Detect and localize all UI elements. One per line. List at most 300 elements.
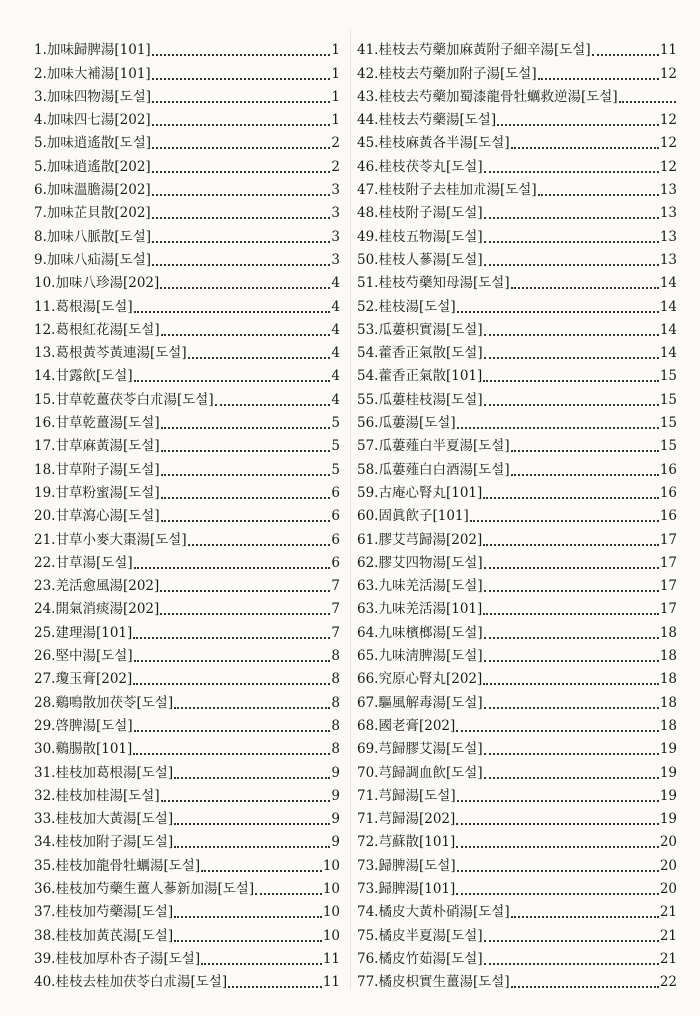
dot-leader: [161, 334, 331, 336]
dot-leader: [152, 78, 331, 80]
toc-entry[interactable]: [357, 782, 677, 805]
toc-entry[interactable]: [34, 362, 340, 385]
toc-entry-page-number: 8: [331, 741, 340, 758]
toc-entry-page-number: 18: [659, 648, 677, 665]
toc-entry-page-number: 17: [659, 601, 677, 618]
toc-entry-page-number: 14: [659, 321, 677, 338]
toc-entry-page-number: 9: [331, 811, 340, 828]
toc-entry[interactable]: [34, 758, 340, 781]
toc-entry-page-number: 18: [659, 671, 677, 688]
dot-leader: [483, 613, 659, 615]
toc-entry-title: 24.開氣消痰湯[202]: [34, 601, 160, 618]
toc-entry-page-number: 18: [659, 694, 677, 711]
toc-entry[interactable]: [34, 502, 340, 525]
toc-entry-page-number: 10: [322, 857, 340, 874]
toc-entry[interactable]: [357, 316, 677, 339]
toc-entry-title: 63.九味羌活湯[101]: [357, 601, 483, 618]
toc-entry-page-number: 7: [331, 624, 340, 641]
toc-entry-title: 35.桂枝加龍骨牡蠣湯[도설]: [34, 857, 201, 874]
toc-entry[interactable]: [34, 735, 340, 758]
toc-entry-title: 61.膠艾芎歸湯[202]: [357, 531, 483, 548]
toc-entry[interactable]: [34, 479, 340, 502]
dot-leader: [152, 171, 331, 173]
toc-entry-title: 5.加味逍遙散[도설]: [34, 135, 151, 152]
toc-entry[interactable]: [357, 106, 677, 129]
toc-entry-page-number: 10: [322, 904, 340, 921]
toc-entry[interactable]: [34, 945, 340, 968]
toc-entry-title: 63.九味羌活湯[도설]: [357, 578, 483, 595]
toc-entry-title: 48.桂枝附子湯[도설]: [357, 205, 483, 222]
toc-entry-title: 54.藿香正氣散[101]: [357, 368, 483, 385]
toc-entry[interactable]: [34, 455, 340, 478]
toc-entry-page-number: 1: [331, 42, 340, 59]
toc-entry[interactable]: [357, 59, 677, 82]
toc-entry[interactable]: [34, 665, 340, 688]
toc-entry-title: 75.橘皮半夏湯[도설]: [357, 927, 483, 944]
toc-entry-title: 66.究原心腎丸[202]: [357, 671, 483, 688]
dot-leader: [174, 777, 330, 779]
toc-entry-page-number: 4: [331, 275, 340, 292]
toc-entry-title: 43.桂枝去芍藥加蜀漆龍骨牡蠣救逆湯[도설]: [357, 88, 618, 105]
dot-leader: [152, 241, 330, 243]
dot-leader: [484, 707, 659, 709]
toc-entry-page-number: 3: [331, 251, 340, 268]
dot-leader: [457, 870, 659, 872]
dot-leader: [160, 613, 330, 615]
dot-leader: [228, 986, 322, 988]
toc-entry-title: 14.甘露飮[도설]: [34, 368, 133, 385]
toc-entry-page-number: 4: [331, 298, 340, 315]
dot-leader: [161, 474, 331, 476]
dot-leader: [484, 777, 659, 779]
toc-entry-page-number: 8: [331, 648, 340, 665]
toc-entry[interactable]: [357, 851, 677, 874]
toc-entry-page-number: 4: [331, 391, 340, 408]
toc-entry-page-number: 22: [659, 974, 677, 991]
toc-entry-page-number: 21: [659, 927, 677, 944]
toc-entry[interactable]: [34, 269, 340, 292]
dot-leader: [484, 567, 659, 569]
toc-entry[interactable]: [34, 176, 340, 199]
toc-entry-page-number: 10: [322, 927, 340, 944]
dot-leader: [201, 870, 322, 872]
toc-entry-page-number: 17: [659, 578, 677, 595]
toc-entry-title: 31.桂枝加葛根湯[도설]: [34, 764, 174, 781]
toc-entry-title: 68.國老膏[202]: [357, 717, 456, 734]
dot-leader: [161, 450, 331, 452]
toc-entry-page-number: 13: [659, 205, 677, 222]
toc-entry[interactable]: [357, 502, 677, 525]
toc-entry[interactable]: [34, 385, 340, 408]
toc-entry-page-number: 4: [331, 345, 340, 362]
toc-entry-title: 13.葛根黃芩黃連湯[도설]: [34, 345, 187, 362]
toc-entry-title: 42.桂枝去芍藥加附子湯[도설]: [357, 65, 537, 82]
dot-leader: [134, 311, 331, 313]
toc-entry-title: 32.桂枝加桂湯[도설]: [34, 787, 160, 804]
toc-entry-page-number: 13: [659, 251, 677, 268]
toc-entry[interactable]: [357, 36, 677, 59]
dot-leader: [456, 846, 659, 848]
dot-leader: [215, 404, 331, 406]
toc-entry[interactable]: [34, 83, 340, 106]
toc-entry-page-number: 8: [331, 717, 340, 734]
dot-leader: [483, 380, 659, 382]
toc-entry[interactable]: [34, 688, 340, 711]
toc-entry-title: 17.甘草麻黃湯[도설]: [34, 438, 160, 455]
dot-leader: [174, 823, 330, 825]
toc-entry-page-number: 13: [659, 182, 677, 199]
toc-entry-title: 47.桂枝附子去桂加朮湯[도설]: [357, 182, 537, 199]
toc-entry-page-number: 19: [659, 741, 677, 758]
toc-entry[interactable]: [34, 642, 340, 665]
toc-entry-title: 18.甘草附子湯[도설]: [34, 461, 160, 478]
toc-entry-title: 50.桂枝人蔘湯[도설]: [357, 251, 483, 268]
toc-entry-page-number: 6: [331, 531, 340, 548]
toc-entry[interactable]: [357, 968, 677, 991]
toc-entry-page-number: 2: [331, 158, 340, 175]
dot-leader: [456, 893, 659, 895]
toc-entry[interactable]: [357, 572, 677, 595]
toc-entry-title: 73.歸脾湯[도설]: [357, 857, 456, 874]
toc-entry[interactable]: [34, 525, 340, 548]
dot-leader: [484, 171, 659, 173]
toc-entry-title: 25.建理湯[101]: [34, 624, 133, 641]
dot-leader: [133, 753, 330, 755]
toc-entry-page-number: 12: [659, 65, 677, 82]
toc-entry[interactable]: [357, 898, 677, 921]
dot-leader: [134, 567, 331, 569]
toc-entry-title: 36.桂枝加芍藥生薑人蔘新加湯[도설]: [34, 880, 255, 897]
toc-entry-page-number: 14: [659, 275, 677, 292]
toc-entry[interactable]: [34, 129, 340, 152]
toc-entry[interactable]: [357, 712, 677, 735]
toc-entry-title: 71.芎歸湯[도설]: [357, 787, 456, 804]
toc-entry[interactable]: [357, 525, 677, 548]
dot-leader: [456, 823, 659, 825]
toc-entry[interactable]: [34, 782, 340, 805]
dot-leader: [484, 753, 659, 755]
toc-entry[interactable]: [357, 805, 677, 828]
toc-entry-title: 27.瓊玉膏[202]: [34, 671, 133, 688]
toc-entry-title: 71.芎歸湯[202]: [357, 811, 456, 828]
dot-leader: [152, 54, 331, 56]
toc-entry-title: 15.甘草乾薑茯苓白朮湯[도설]: [34, 391, 214, 408]
toc-entry-page-number: 15: [659, 438, 677, 455]
toc-entry-page-number: 5: [331, 438, 340, 455]
dot-leader: [497, 124, 659, 126]
dot-leader: [483, 683, 659, 685]
dot-leader: [152, 264, 330, 266]
toc-entry[interactable]: [357, 362, 677, 385]
toc-entry-title: 44.桂枝去芍藥湯[도설]: [357, 112, 497, 129]
toc-entry-title: 34.桂枝加附子湯[도설]: [34, 834, 174, 851]
toc-entry-page-number: 6: [331, 554, 340, 571]
dot-leader: [152, 147, 330, 149]
toc-entry[interactable]: [357, 246, 677, 269]
toc-entry-title: 8.加味八脈散[도설]: [34, 228, 151, 245]
toc-entry-page-number: 16: [659, 508, 677, 525]
toc-entry-title: 37.桂枝加芍藥湯[도설]: [34, 904, 174, 921]
toc-entry-title: 1.加味歸脾湯[101]: [34, 42, 151, 59]
toc-entry[interactable]: [357, 176, 677, 199]
toc-entry[interactable]: [34, 316, 340, 339]
toc-entry-title: 4.加味四七湯[202]: [34, 112, 151, 129]
dot-leader: [134, 660, 331, 662]
toc-entry[interactable]: [34, 618, 340, 641]
toc-entry-page-number: 12: [659, 112, 677, 129]
toc-entry-title: 58.瓜蔞薤白白酒湯[도설]: [357, 461, 510, 478]
toc-entry-title: 20.甘草瀉心湯[도설]: [34, 508, 160, 525]
toc-entry-page-number: 12: [659, 135, 677, 152]
dot-leader: [511, 287, 659, 289]
toc-entry-page-number: 1: [331, 65, 340, 82]
dot-leader: [511, 147, 659, 149]
toc-entry-title: 77.橘皮枳實生薑湯[도설]: [357, 974, 510, 991]
toc-entry-page-number: 10: [322, 880, 340, 897]
dot-leader: [133, 637, 330, 639]
dot-leader: [188, 544, 331, 546]
dot-leader: [484, 404, 659, 406]
toc-entry[interactable]: [357, 199, 677, 222]
dot-leader: [152, 217, 331, 219]
dot-leader: [160, 590, 330, 592]
toc-entry-page-number: 1: [331, 88, 340, 105]
toc-entry-title: 53.瓜蔞枳實湯[도설]: [357, 321, 483, 338]
dot-leader: [484, 357, 659, 359]
toc-entry-title: 30.鷄腸散[101]: [34, 741, 133, 758]
toc-entry[interactable]: [34, 222, 340, 245]
dot-leader: [592, 54, 659, 56]
toc-entry-title: 64.九味檳榔湯[도설]: [357, 624, 483, 641]
toc-entry-title: 9.加味八疝湯[도설]: [34, 251, 151, 268]
toc-entry-page-number: 14: [659, 298, 677, 315]
toc-entry-title: 3.加味四物湯[도설]: [34, 88, 151, 105]
toc-entry-page-number: 11: [322, 974, 340, 991]
toc-entry[interactable]: [34, 549, 340, 572]
dot-leader: [483, 497, 659, 499]
dot-leader: [255, 893, 322, 895]
toc-entry[interactable]: [357, 432, 677, 455]
dot-leader: [470, 520, 659, 522]
toc-entry-page-number: 3: [331, 205, 340, 222]
dot-leader: [188, 357, 331, 359]
toc-entry[interactable]: [357, 618, 677, 641]
toc-entry[interactable]: [34, 572, 340, 595]
toc-column-right: [357, 36, 677, 991]
toc-entry[interactable]: [357, 152, 677, 175]
toc-entry-title: 73.歸脾湯[101]: [357, 880, 456, 897]
dot-leader: [133, 683, 330, 685]
toc-entry-title: 29.啓脾湯[도설]: [34, 717, 133, 734]
toc-entry[interactable]: [357, 409, 677, 432]
toc-entry[interactable]: [357, 129, 677, 152]
toc-entry-title: 72.芎蘇散[101]: [357, 834, 456, 851]
toc-entry-page-number: 12: [659, 158, 677, 175]
toc-entry-title: 45.桂枝麻黃各半湯[도설]: [357, 135, 510, 152]
toc-entry[interactable]: [34, 851, 340, 874]
toc-entry-page-number: 20: [659, 857, 677, 874]
toc-entry[interactable]: [34, 199, 340, 222]
toc-entry-page-number: 13: [659, 228, 677, 245]
toc-entry[interactable]: [34, 805, 340, 828]
toc-entry[interactable]: [34, 712, 340, 735]
toc-entry[interactable]: [357, 735, 677, 758]
toc-entry-page-number: 5: [331, 461, 340, 478]
toc-entry-page-number: 8: [331, 671, 340, 688]
toc-entry[interactable]: [357, 479, 677, 502]
dot-leader: [161, 520, 331, 522]
toc-entry-page-number: 6: [331, 508, 340, 525]
toc-entry[interactable]: [34, 898, 340, 921]
dot-leader: [152, 194, 331, 196]
toc-entry-page-number: 17: [659, 531, 677, 548]
toc-entry[interactable]: [357, 665, 677, 688]
toc-entry-title: 12.葛根紅花湯[도설]: [34, 321, 160, 338]
toc-entry[interactable]: [357, 269, 677, 292]
toc-entry[interactable]: [357, 292, 677, 315]
toc-entry-title: 52.桂枝湯[도설]: [357, 298, 456, 315]
toc-entry[interactable]: [34, 292, 340, 315]
toc-entry[interactable]: [357, 875, 677, 898]
toc-entry[interactable]: [357, 758, 677, 781]
dot-leader: [174, 916, 322, 918]
toc-entry-page-number: 20: [659, 880, 677, 897]
toc-entry-page-number: 9: [331, 834, 340, 851]
toc-entry[interactable]: [34, 595, 340, 618]
dot-leader: [484, 590, 659, 592]
toc-entry[interactable]: [34, 968, 340, 991]
toc-entry-title: 19.甘草粉蜜湯[도설]: [34, 484, 160, 501]
dot-leader: [134, 730, 331, 732]
dot-leader: [161, 497, 331, 499]
toc-entry[interactable]: [34, 339, 340, 362]
toc-entry-title: 40.桂枝去桂加茯苓白朮湯[도설]: [34, 974, 228, 991]
toc-entry[interactable]: [357, 642, 677, 665]
toc-entry[interactable]: [357, 222, 677, 245]
dot-leader: [161, 427, 331, 429]
dot-leader: [484, 264, 659, 266]
toc-entry-title: 49.桂枝五物湯[도설]: [357, 228, 483, 245]
dot-leader: [484, 963, 659, 965]
toc-entry[interactable]: [34, 409, 340, 432]
toc-entry-title: 70.芎歸調血飮[도설]: [357, 764, 483, 781]
toc-entry-page-number: 20: [659, 834, 677, 851]
dot-leader: [484, 334, 659, 336]
toc-entry-title: 6.加味溫膽湯[202]: [34, 182, 151, 199]
toc-entry-title: 22.甘草湯[도설]: [34, 554, 133, 571]
dot-leader: [457, 311, 659, 313]
dot-leader: [152, 124, 331, 126]
toc-entry-title: 67.驅風解毒湯[도설]: [357, 694, 483, 711]
toc-entry-title: 57.瓜蔞薤白半夏湯[도설]: [357, 438, 510, 455]
toc-entry[interactable]: [357, 921, 677, 944]
dot-leader: [511, 450, 659, 452]
toc-entry-page-number: 9: [331, 764, 340, 781]
toc-entry-page-number: 15: [659, 391, 677, 408]
dot-leader: [484, 660, 659, 662]
toc-entry-title: 2.加味大補湯[101]: [34, 65, 151, 82]
toc-entry[interactable]: [34, 432, 340, 455]
toc-entry-title: 59.古庵心腎丸[101]: [357, 484, 483, 501]
dot-leader: [160, 287, 330, 289]
dot-leader: [152, 101, 330, 103]
dot-leader: [511, 474, 659, 476]
dot-leader: [484, 217, 659, 219]
toc-entry[interactable]: [34, 106, 340, 129]
dot-leader: [457, 800, 659, 802]
toc-entry-page-number: 19: [659, 764, 677, 781]
toc-entry-title: 46.桂枝茯苓丸[도설]: [357, 158, 483, 175]
toc-entry-title: 74.橘皮大黃朴硝湯[도설]: [357, 904, 510, 921]
dot-leader: [174, 707, 330, 709]
column-divider: [350, 30, 351, 990]
toc-entry-title: 69.芎歸膠艾湯[도설]: [357, 741, 483, 758]
toc-entry-page-number: 9: [331, 787, 340, 804]
toc-entry-title: 21.甘草小麥大棗湯[도설]: [34, 531, 187, 548]
toc-entry[interactable]: [357, 385, 677, 408]
toc-entry-title: 56.瓜蔞湯[도설]: [357, 415, 456, 432]
dot-leader: [174, 846, 330, 848]
dot-leader: [619, 101, 676, 103]
toc-entry-page-number: 14: [659, 345, 677, 362]
toc-entry-title: 51.桂枝芍藥知母湯[도설]: [357, 275, 510, 292]
toc-entry[interactable]: [34, 921, 340, 944]
dot-leader: [483, 544, 659, 546]
toc-entry[interactable]: [357, 549, 677, 572]
dot-leader: [457, 427, 659, 429]
dot-leader: [484, 637, 659, 639]
toc-entry-page-number: 15: [659, 415, 677, 432]
toc-entry-title: 10.加味八珍湯[202]: [34, 275, 160, 292]
toc-entry-title: 39.桂枝加厚朴杏子湯[도설]: [34, 950, 201, 967]
toc-entry-title: 60.固眞飮子[101]: [357, 508, 469, 525]
toc-entry-page-number: 11: [659, 42, 677, 59]
toc-entry-title: 33.桂枝加大黃湯[도설]: [34, 811, 174, 828]
toc-entry-page-number: 16: [659, 461, 677, 478]
toc-entry[interactable]: [34, 152, 340, 175]
dot-leader: [484, 241, 659, 243]
toc-entry-title: 76.橘皮竹茹湯[도설]: [357, 950, 483, 967]
toc-entry-page-number: 21: [659, 904, 677, 921]
toc-entry[interactable]: [357, 595, 677, 618]
toc-entry[interactable]: [357, 455, 677, 478]
toc-entry[interactable]: [34, 36, 340, 59]
toc-entry-page-number: 3: [331, 182, 340, 199]
toc-entry-page-number: 7: [331, 601, 340, 618]
toc-entry-page-number: 18: [659, 624, 677, 641]
toc-entry[interactable]: [34, 828, 340, 851]
toc-entry-title: 54.藿香正氣散[도설]: [357, 345, 483, 362]
dot-leader: [538, 78, 659, 80]
toc-entry[interactable]: [34, 246, 340, 269]
toc-entry-page-number: 4: [331, 321, 340, 338]
toc-entry-page-number: 8: [331, 694, 340, 711]
toc-entry-page-number: 2: [331, 135, 340, 152]
toc-entry-title: 62.膠艾四物湯[도설]: [357, 554, 483, 571]
toc-entry[interactable]: [357, 339, 677, 362]
dot-leader: [484, 940, 659, 942]
toc-entry-title: 65.九味淸脾湯[도설]: [357, 648, 483, 665]
toc-entry[interactable]: [357, 828, 677, 851]
toc-entry[interactable]: [34, 875, 340, 898]
toc-entry[interactable]: [357, 83, 677, 106]
toc-entry[interactable]: [357, 945, 677, 968]
toc-entry[interactable]: [34, 59, 340, 82]
toc-entry-page-number: 19: [659, 787, 677, 804]
toc-entry[interactable]: [357, 688, 677, 711]
toc-entry-title: 5.加味逍遙散[202]: [34, 158, 151, 175]
toc-entry-page-number: 19: [659, 811, 677, 828]
